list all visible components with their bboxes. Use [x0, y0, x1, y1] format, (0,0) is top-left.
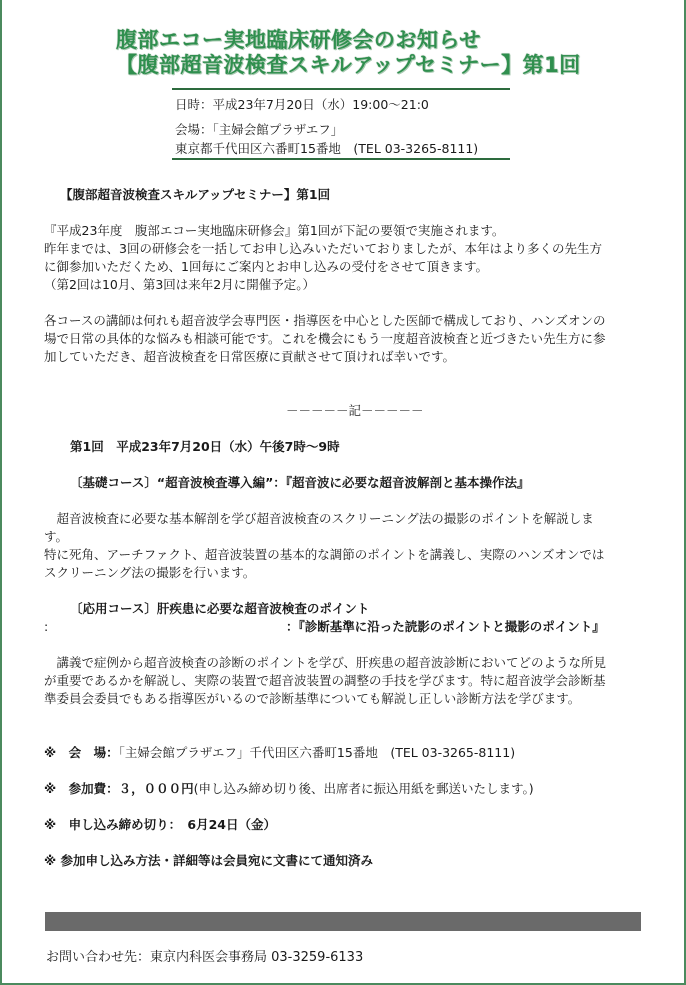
event-date: 日時：平成23年7月20日（水）19:00～21:0: [175, 97, 429, 112]
intro-line: 各コースの講師は何れも超音波学会専門医・指導医を中心とした医師で構成しており、ハンズオンの: [44, 313, 606, 328]
note-venue-label: ※ 会 場：: [44, 745, 119, 760]
basic-course-line: スクリーニング法の撮影を行います。: [44, 565, 256, 580]
basic-course-line: 超音波検査に必要な基本解剖を学び超音波検査のスクリーニング法の撮影のポイントを解説しま: [44, 511, 594, 526]
applied-course-line: 準委員会委員でもある指導医がいるので診断基準についても解説し正しい診断方法を学びます。: [44, 691, 581, 706]
note-venue: [44, 744, 644, 762]
divider-bottom: [172, 158, 510, 160]
applied-course-colon: :: [44, 619, 49, 634]
ki-separator: －－－－－記－－－－－: [286, 403, 424, 418]
applied-course-title: 〔応用コース〕肝疾患に必要な超音波検査のポイント: [70, 601, 370, 616]
applied-course-line: が重要であるかを解説し、実際の装置で超音波装置の調整の手技を学びます。特に超音波学会診断基: [44, 673, 606, 688]
note-fee-label: ※ 参加費：３，０００円: [44, 781, 194, 796]
session-heading: 第1回 平成23年7月20日（水）午後7時～9時: [70, 439, 340, 454]
event-address: 東京都千代田区六番町15番地 (TEL 03-3265-8111): [175, 141, 479, 156]
basic-course-line: す。: [44, 529, 69, 544]
intro-line: （第2回は10月、第3回は来年2月に開催予定。）: [44, 277, 316, 292]
intro-heading: 【腹部超音波検査スキルアップセミナー】第1回: [60, 187, 331, 202]
intro-line: に御参加いただくため、1回毎にご案内とお申し込みの受付をさせて頂きます。: [44, 259, 488, 274]
note-method: ※ 参加申し込み方法・詳細等は会員宛に文書にて通知済み: [44, 853, 374, 868]
basic-course-title: 〔基礎コース〕“超音波検査導入編”：『超音波に必要な超音波解剖と基本操作法』: [70, 475, 530, 490]
footer-bar: [45, 912, 641, 931]
intro-line: 加していただき、超音波検査を日常医療に貢献させて頂ければ幸いです。: [44, 349, 456, 364]
event-venue: 会場：「主婦会館プラザエフ」: [175, 122, 344, 137]
divider-top: [172, 88, 510, 90]
intro-line: 『平成23年度 腹部エコー実地臨床研修会』第1回が下記の要領で実施されます。: [44, 223, 505, 238]
note-fee-value: (申し込み締め切り後、出席者に振込用紙を郵送いたします。): [193, 781, 534, 796]
intro-line: 場で日常の具体的な悩みも相談可能です。これを機会にもう一度超音波検査と近づきたい先生方に参: [44, 331, 606, 346]
footer-contact: お問い合わせ先：東京内科医会事務局 03-3259-6133: [46, 950, 364, 965]
page-subtitle: 【腹部超音波検査スキルアップセミナー】第1回: [116, 53, 581, 77]
note-venue-value: 「主婦会館プラザエフ」千代田区六番町15番地 (TEL 03-3265-8111): [118, 745, 516, 760]
note-fee: [44, 780, 644, 798]
note-deadline: ※ 申し込み締め切り： 6月24日（金）: [44, 817, 276, 832]
applied-course-line: 講義で症例から超音波検査の診断のポイントを学び、肝疾患の超音波診断においてどのような所見: [44, 655, 607, 670]
intro-line: 昨年までは、3回の研修会を一括してお申し込みいただいておりましたが、本年はより多くの先生方: [44, 241, 602, 256]
page-title: 腹部エコー実地臨床研修会のお知らせ: [116, 28, 481, 52]
basic-course-line: 特に死角、アーチファクト、超音波装置の基本的な調節のポイントを講義し、実際のハンズオンでは: [44, 547, 605, 562]
applied-course-subtitle: ：『診断基準に沿った読影のポイントと撮影のポイント』: [286, 619, 605, 634]
